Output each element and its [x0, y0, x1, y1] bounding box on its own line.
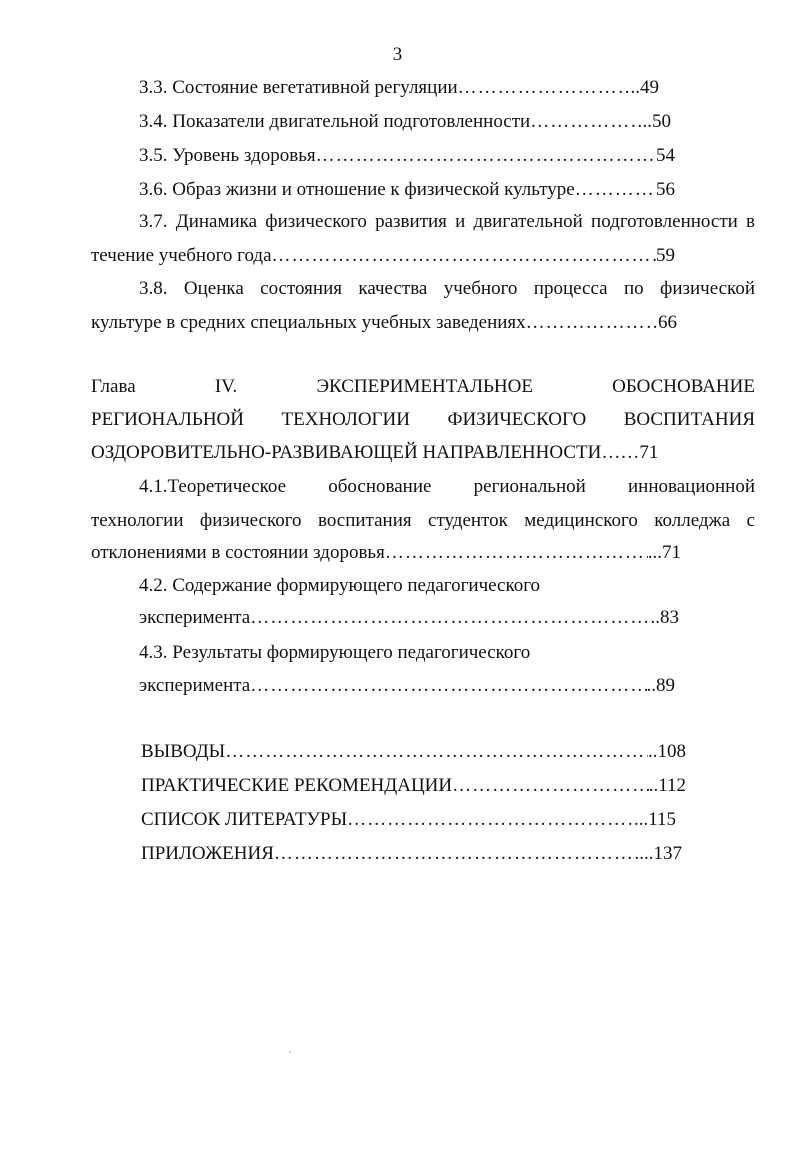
chapter-4-line3-text: ОЗДОРОВИТЕЛЬНО-РАЗВИВАЮЩЕЙ НАПРАВЛЕННОСТИ — [91, 442, 602, 463]
toc-entry-page: ..83 — [650, 607, 679, 628]
toc-entry-3-4 — [139, 110, 671, 134]
toc-entry-3-5 — [139, 144, 675, 168]
toc-entry-text: 3.4. Показатели двигательной подготовленности — [139, 111, 531, 132]
leader-dots — [385, 541, 648, 565]
toc-entry-page: ..108 — [648, 741, 686, 762]
leader-dots — [272, 244, 656, 268]
toc-entry-page: 54 — [656, 145, 675, 166]
chapter-4-line2: РЕГИОНАЛЬНОЙ ТЕХНОЛОГИИ ФИЗИЧЕСКОГО ВОСПИТАНИЯ — [91, 409, 755, 430]
toc-entry-3-8-line1: 3.8. Оценка состояния качества учебного процесса по физической — [139, 278, 755, 299]
leader-dots — [250, 606, 650, 630]
toc-entry-3-8-line2 — [91, 311, 677, 335]
toc-entry-text: эксперимента — [139, 675, 251, 696]
toc-references — [141, 808, 676, 832]
toc-entry-text: ПРИЛОЖЕНИЯ — [141, 843, 274, 864]
toc-entry-text: СПИСОК ЛИТЕРАТУРЫ — [141, 809, 348, 830]
leader-dots — [575, 178, 656, 202]
page-number: 3 — [392, 44, 403, 65]
toc-entry-page: 56 — [656, 179, 675, 200]
toc-entry-page: ..49 — [630, 77, 659, 98]
toc-entry-page: ...71 — [647, 542, 681, 563]
toc-entry-4-2-line1: 4.2. Содержание формирующего педагогического — [139, 575, 541, 596]
toc-entry-page: ..50 — [642, 111, 671, 132]
chapter-4-line3 — [91, 436, 755, 469]
leader-dots — [530, 110, 642, 134]
toc-entry-text: 3.5. Уровень здоровья — [139, 145, 316, 166]
toc-entry-3-7-line1: 3.7. Динамика физического развития и двигательной подготовленности в — [139, 211, 755, 232]
toc-entry-4-1-line1: 4.1.Теоретическое обоснование региональной инновационной — [139, 476, 755, 497]
toc-entry-text: ВЫВОДЫ — [141, 741, 226, 762]
toc-entry-text: отклонениями в состоянии здоровья — [91, 542, 385, 563]
toc-entry-page: 59 — [656, 245, 675, 266]
toc-entry-text: течение учебного года — [91, 245, 272, 266]
toc-entry-4-2-line2 — [139, 606, 679, 630]
toc-entry-page: ....137 — [634, 843, 682, 864]
toc-entry-4-1-line2: технологии физического воспитания студенток медицинского колледжа с — [91, 510, 755, 531]
toc-entry-text: ПРАКТИЧЕСКИЕ РЕКОМЕНДАЦИИ — [141, 775, 453, 796]
toc-entry-4-1-line3 — [91, 541, 681, 565]
toc-entry-page: ..89 — [646, 675, 675, 696]
toc-entry-page: 66 — [658, 312, 677, 333]
toc-practical-recommendations — [141, 774, 686, 798]
leader-dots — [452, 774, 649, 798]
chapter-4-heading — [91, 370, 755, 469]
leader-dots — [526, 311, 658, 335]
toc-entry-text: 3.3. Состояние вегетативной регуляции — [139, 77, 458, 98]
chapter-4-page: ……71 — [601, 442, 659, 463]
toc-entry-page: ...115 — [633, 809, 676, 830]
leader-dots — [316, 144, 656, 168]
leader-dots — [458, 76, 631, 100]
toc-entry-3-6 — [139, 178, 675, 202]
toc-entry-4-3-line1: 4.3. Результаты формирующего педагогического — [139, 642, 531, 663]
toc-entry-page: ..112 — [648, 775, 686, 796]
leader-dots — [274, 842, 635, 866]
scan-speck — [289, 1051, 291, 1053]
toc-entry-text: 3.6. Образ жизни и отношение к физической культуре — [139, 179, 575, 200]
toc-entry-text: культуре в средних специальных учебных заведениях — [91, 312, 526, 333]
chapter-4-line1: Глава IV. ЭКСПЕРИМЕНТАЛЬНОЕ ОБОСНОВАНИЕ — [91, 376, 755, 397]
toc-entry-4-3-line2 — [139, 674, 675, 698]
leader-dots — [347, 808, 634, 832]
toc-conclusions — [141, 740, 686, 764]
leader-dots — [225, 740, 648, 764]
toc-entry-3-3 — [139, 76, 659, 100]
toc-entry-text: эксперимента — [139, 607, 251, 628]
toc-entry-3-7-line2 — [91, 244, 675, 268]
toc-appendices — [141, 842, 682, 866]
leader-dots — [250, 674, 646, 698]
